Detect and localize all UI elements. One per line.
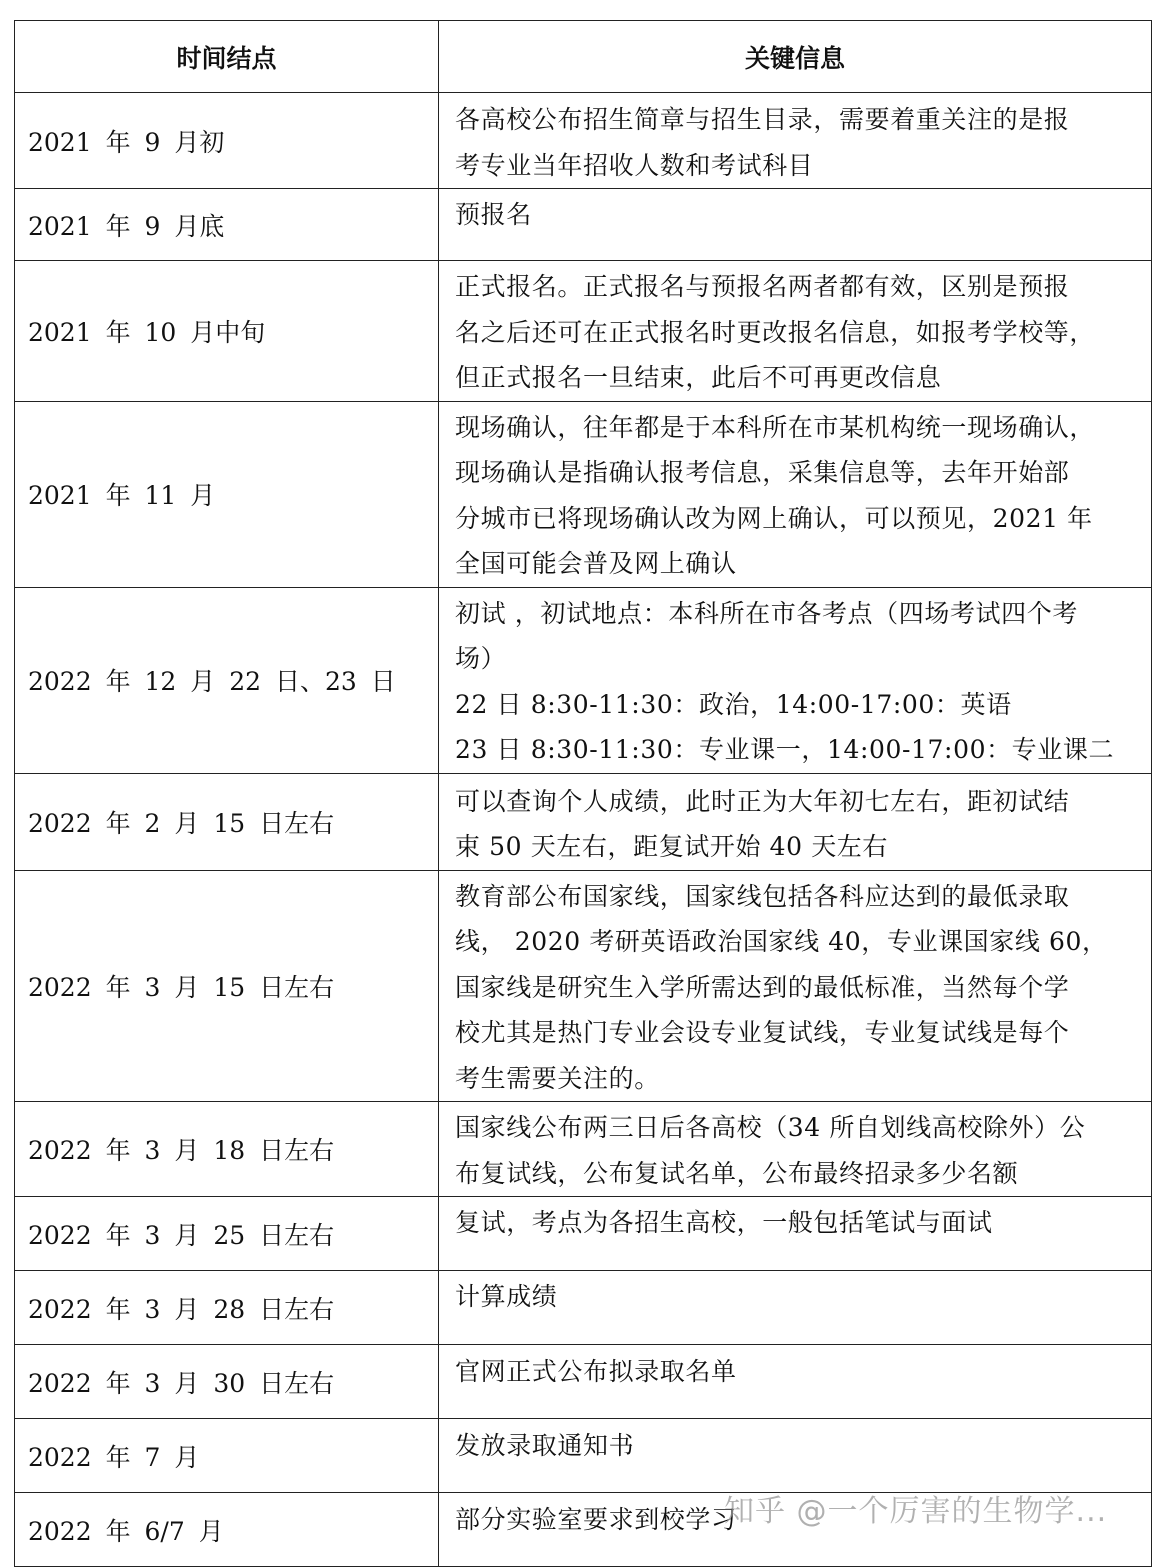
table-row — [15, 189, 1152, 261]
info-line: 部分实验室要求到校学习 — [455, 1505, 737, 1534]
table-row — [15, 587, 1152, 773]
time-cell: 2022 年 3 月 30 日左右 — [15, 1345, 439, 1419]
info-line: 可以查询个人成绩，此时正为大年初七左右，距初试结 — [455, 786, 1070, 816]
time-cell: 2021 年 10 月中旬 — [15, 261, 439, 402]
time-cell: 2022 年 3 月 15 日左右 — [15, 870, 439, 1102]
info-line: 22 日 8:30-11:30：政治，14:00-17:00：英语 — [455, 689, 1012, 719]
table-row — [15, 773, 1152, 870]
info-line: 现场确认，往年都是于本科所在市某机构统一现场确认， — [455, 412, 1096, 442]
info-line: 校尤其是热门专业会设专业复试线，专业复试线是每个 — [455, 1018, 1070, 1047]
time-cell: 2021 年 11 月 — [15, 401, 439, 587]
info-line: 场） — [455, 644, 507, 673]
info-cell — [439, 773, 1152, 870]
info-line: 考专业当年招收人数和考试科目 — [455, 150, 814, 180]
info-cell — [439, 587, 1152, 773]
info-line: 23 日 8:30-11:30：专业课一，14:00-17:00：专业课二 — [455, 735, 1115, 764]
table-row — [15, 401, 1152, 587]
info-line: 计算成绩 — [455, 1282, 558, 1311]
info-line: 国家线是研究生入学所需达到的最低标准，当然每个学 — [455, 972, 1070, 1002]
info-line: 名之后还可在正式报名时更改报名信息，如报考学校等， — [455, 317, 1096, 347]
table-row — [15, 1271, 1152, 1345]
info-cell — [439, 261, 1152, 402]
table-row — [15, 1197, 1152, 1271]
time-cell: 2022 年 3 月 28 日左右 — [15, 1271, 439, 1345]
info-line: 复试，考点为各招生高校，一般包括笔试与面试 — [455, 1208, 993, 1237]
info-cell — [439, 1345, 1152, 1419]
info-line: 官网正式公布拟录取名单 — [455, 1357, 737, 1386]
info-line: 分城市已将现场确认改为网上确认，可以预见，2021 年 — [455, 503, 1093, 533]
info-cell — [439, 1419, 1152, 1493]
time-cell: 2022 年 3 月 18 日左右 — [15, 1102, 439, 1197]
info-cell — [439, 401, 1152, 587]
header-info: 关键信息 — [439, 21, 1152, 93]
time-cell: 2022 年 7 月 — [15, 1419, 439, 1493]
zhihu-watermark: 知乎 @一个厉害的生物学... — [724, 1494, 1108, 1529]
table-row — [15, 1419, 1152, 1493]
info-cell — [439, 870, 1152, 1102]
info-line: 全国可能会普及网上确认 — [455, 549, 737, 578]
table-row — [15, 1102, 1152, 1197]
info-line: 预报名 — [455, 200, 532, 229]
info-line: 发放录取通知书 — [455, 1431, 635, 1460]
table-row — [15, 261, 1152, 402]
time-cell: 2022 年 3 月 25 日左右 — [15, 1197, 439, 1271]
schedule-table — [14, 20, 1152, 1567]
info-line: 教育部公布国家线，国家线包括各科应达到的最低录取 — [455, 881, 1070, 911]
info-line: 现场确认是指确认报考信息，采集信息等，去年开始部 — [455, 458, 1070, 487]
info-line: 考生需要关注的。 — [455, 1063, 660, 1093]
header-row — [15, 21, 1152, 93]
time-cell: 2022 年 12 月 22 日、23 日 — [15, 587, 439, 773]
table-body — [15, 93, 1152, 1567]
time-cell: 2021 年 9 月初 — [15, 93, 439, 189]
info-cell — [439, 1197, 1152, 1271]
info-line: 但正式报名一旦结束，此后不可再更改信息 — [455, 363, 942, 392]
info-line: 国家线公布两三日后各高校（34 所自划线高校除外）公 — [455, 1113, 1086, 1142]
info-cell — [439, 1271, 1152, 1345]
time-cell: 2021 年 9 月底 — [15, 189, 439, 261]
info-line: 线， 2020 考研英语政治国家线 40，专业课国家线 60， — [455, 927, 1108, 956]
info-cell — [439, 93, 1152, 189]
table-row — [15, 93, 1152, 189]
info-line: 正式报名。正式报名与预报名两者都有效，区别是预报 — [455, 272, 1070, 301]
table-row — [15, 1345, 1152, 1419]
info-line: 各高校公布招生简章与招生目录，需要着重关注的是报 — [455, 105, 1070, 134]
info-cell — [439, 1102, 1152, 1197]
time-cell: 2022 年 2 月 15 日左右 — [15, 773, 439, 870]
info-line: 初试 ，初试地点：本科所在市各考点（四场考试四个考 — [455, 598, 1078, 628]
info-line: 束 50 天左右，距复试开始 40 天左右 — [455, 832, 889, 861]
time-cell: 2022 年 6/7 月 — [15, 1493, 439, 1567]
header-time: 时间结点 — [15, 21, 439, 93]
table-row — [15, 870, 1152, 1102]
info-cell — [439, 189, 1152, 261]
info-line: 布复试线，公布复试名单，公布最终招录多少名额 — [455, 1158, 1019, 1188]
